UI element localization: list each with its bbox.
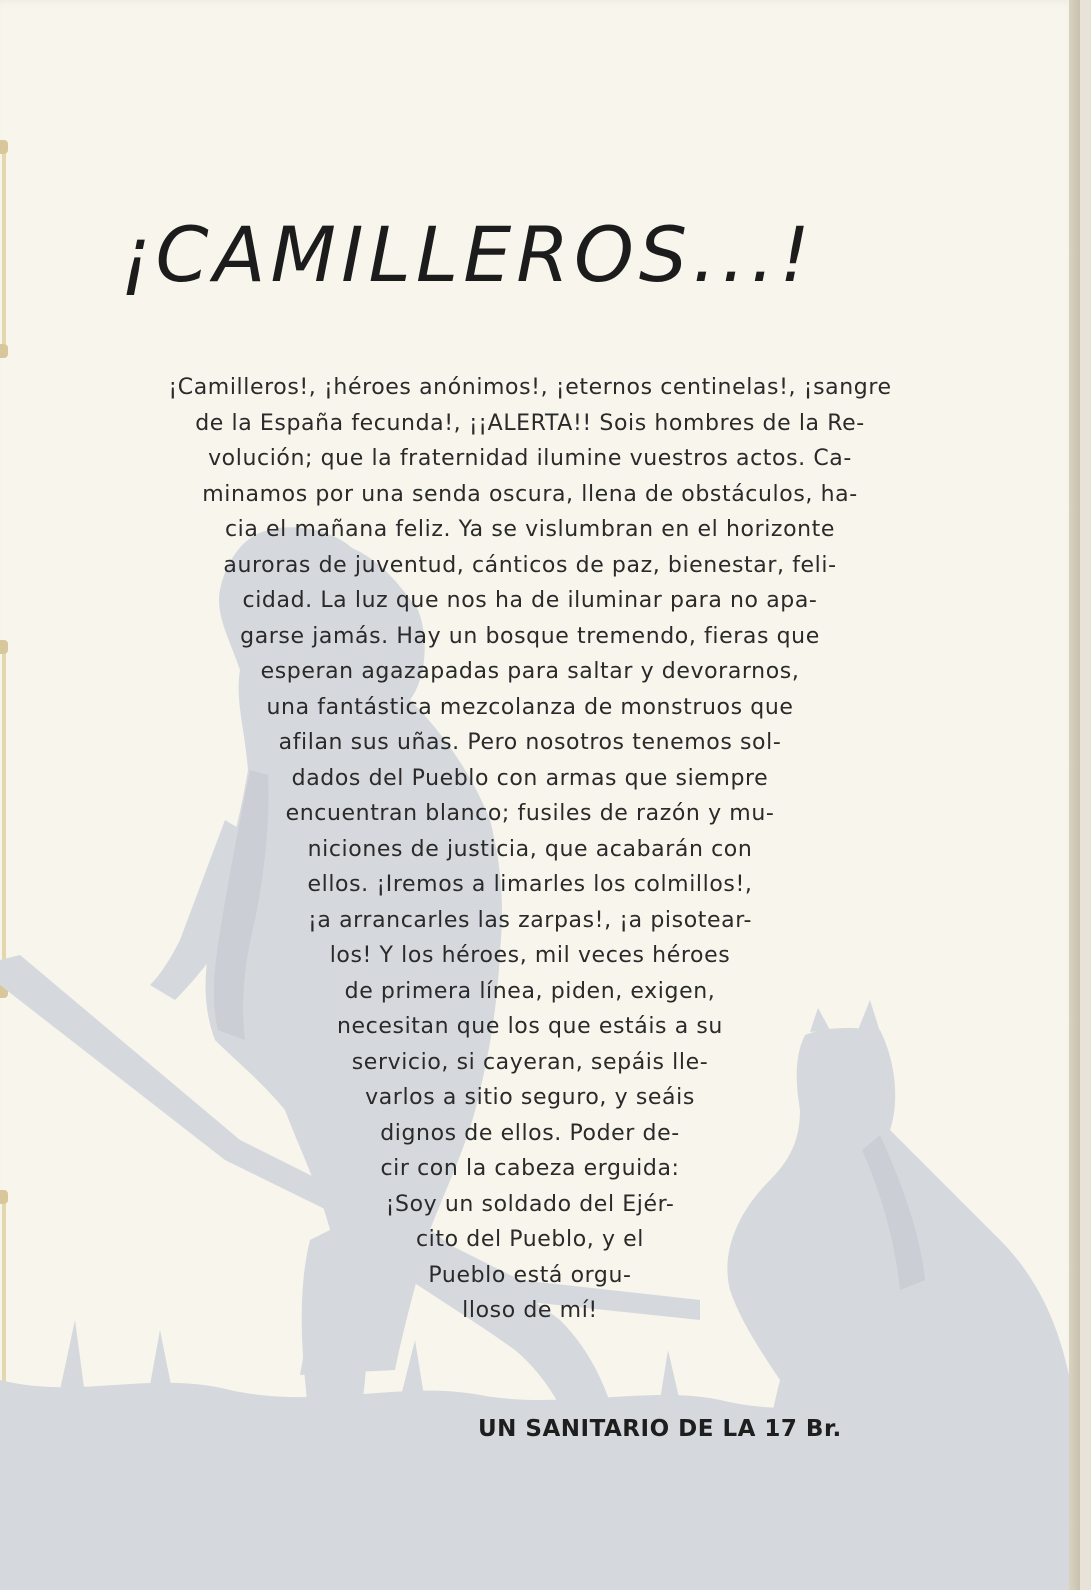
text-line: niciones de justicia, que acabarán con: [307, 836, 753, 862]
text-line: ¡Camilleros!, ¡héroes anónimos!, ¡eternos centinelas!, ¡sangre: [168, 375, 892, 400]
text-line: dados del Pueblo con armas que siempre: [291, 765, 769, 791]
text-line: lloso de mí!: [462, 1298, 598, 1323]
page-edge: [1069, 0, 1080, 1590]
page-title: ¡CAMILLEROS...!: [120, 210, 816, 299]
text-line: cir con la cabeza erguida:: [380, 1156, 680, 1181]
text-line: afilan sus uñas. Pero nosotros tenemos sol-: [278, 730, 782, 755]
text-line: auroras de juventud, cánticos de paz, bienestar, feli-: [223, 552, 837, 578]
text-line: una fantástica mezcolanza de monstruos que: [266, 694, 794, 720]
text-line: los! Y los héroes, mil veces héroes: [329, 943, 731, 968]
text-line: de la España fecunda!, ¡¡ALERTA!! Sois hombres de la Re-: [195, 410, 865, 436]
text-line: necesitan que los que estáis a su: [337, 1014, 723, 1039]
poem-text: [100, 370, 960, 1329]
text-line: encuentran blanco; fusiles de razón y mu-: [285, 801, 775, 826]
text-line: Pueblo está orgu-: [428, 1262, 632, 1288]
text-line: de primera línea, piden, exigen,: [344, 978, 716, 1004]
text-line: volución; que la fraternidad ilumine vuestros actos. Ca-: [208, 446, 852, 471]
text-line: ¡a arrancarles las zarpas!, ¡a pisotear-: [308, 907, 752, 933]
text-line: cito del Pueblo, y el: [415, 1227, 645, 1252]
text-line: servicio, si cayeran, sepáis lle-: [351, 1049, 709, 1075]
text-line: esperan agazapadas para saltar y devorarnos,: [260, 659, 800, 684]
text-line: ellos. ¡Iremos a limarles los colmillos!,: [307, 872, 753, 897]
text-line: dignos de ellos. Poder de-: [380, 1120, 680, 1146]
text-line: ¡Soy un soldado del Ejér-: [385, 1191, 675, 1217]
text-line: cia el mañana feliz. Ya se vislumbran en el horizonte: [224, 517, 836, 542]
signature: UN SANITARIO DE LA 17 Br.: [478, 1416, 842, 1442]
text-line: cidad. La luz que nos ha de iluminar para no apa-: [242, 588, 818, 613]
text-line: garse jamás. Hay un bosque tremendo, fieras que: [240, 623, 820, 649]
text-line: varlos a sitio seguro, y seáis: [365, 1085, 695, 1110]
text-line: minamos por una senda oscura, llena de obstáculos, ha-: [202, 481, 858, 507]
